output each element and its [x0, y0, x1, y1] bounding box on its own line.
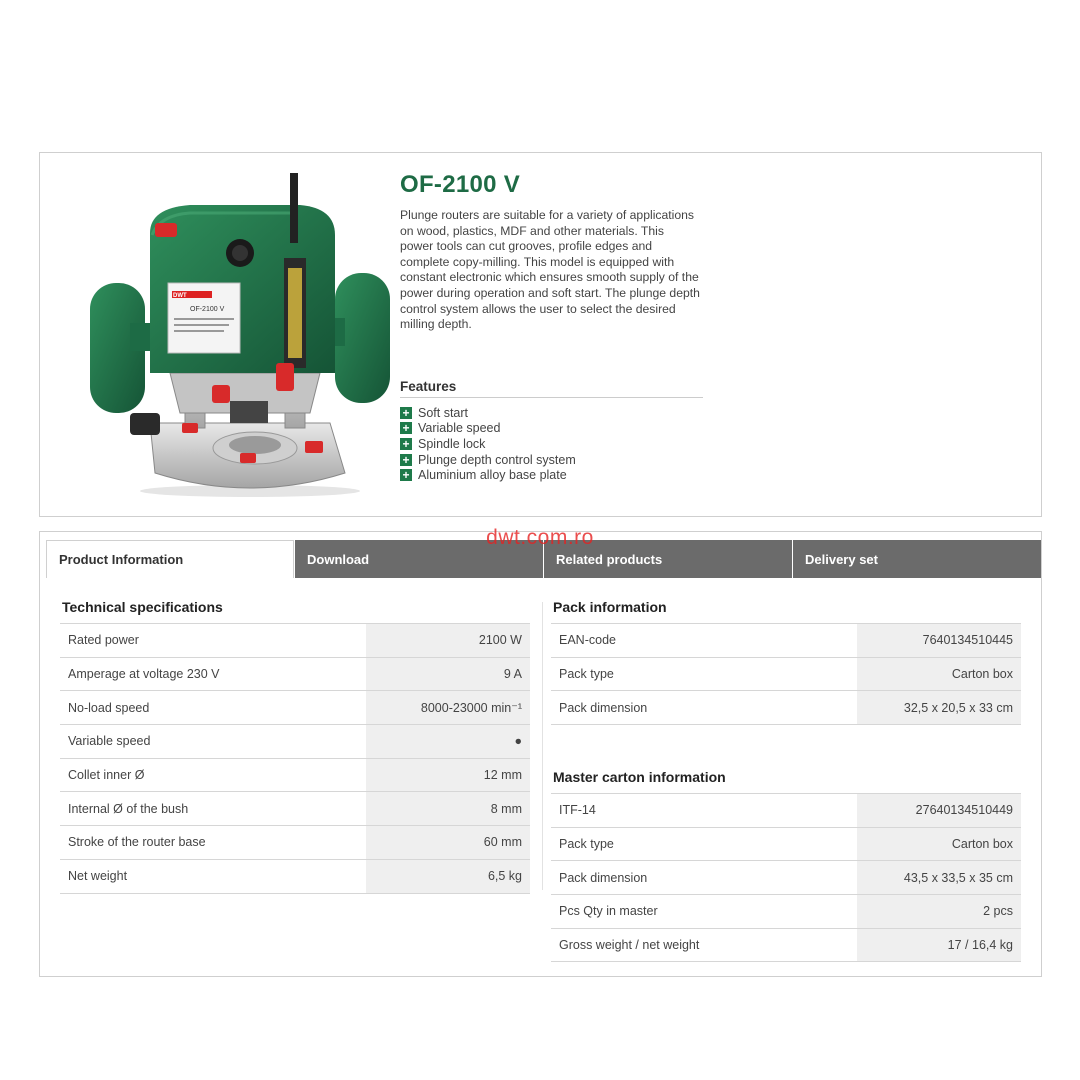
- spec-value: 17 / 16,4 kg: [857, 928, 1021, 962]
- table-row: [60, 859, 530, 893]
- table-row: [551, 794, 1021, 828]
- spec-value: 9 A: [366, 657, 530, 691]
- spec-label: Pack dimension: [559, 700, 648, 715]
- product-image[interactable]: [90, 173, 390, 498]
- master-carton-information: [551, 769, 1021, 962]
- pack-information: [551, 599, 1021, 725]
- table-row: [551, 624, 1021, 658]
- spec-value: Carton box: [857, 657, 1021, 691]
- spec-value: 32,5 x 20,5 x 33 cm: [857, 691, 1021, 725]
- plus-icon: +: [400, 407, 412, 419]
- spec-label: Stroke of the router base: [68, 835, 206, 850]
- spec-value: 12 mm: [366, 758, 530, 792]
- tab-product-information[interactable]: Product Information: [46, 540, 294, 578]
- feature-label: Spindle lock: [418, 436, 486, 451]
- feature-label: Variable speed: [418, 421, 501, 436]
- technical-specifications-table: [60, 623, 530, 894]
- feature-label: Plunge depth control system: [418, 452, 576, 467]
- spec-value: 43,5 x 33,5 x 35 cm: [857, 861, 1021, 895]
- spec-value: ●: [366, 725, 530, 759]
- table-row: [551, 895, 1021, 929]
- table-row: [60, 758, 530, 792]
- image-brand-label: DWT: [173, 293, 187, 299]
- table-row: [551, 691, 1021, 725]
- tab-download[interactable]: Download: [295, 540, 543, 578]
- technical-specifications: [60, 599, 530, 894]
- product-card: [39, 152, 1042, 517]
- spec-label: Variable speed: [68, 734, 151, 749]
- spec-value: 2 pcs: [857, 895, 1021, 929]
- tab-delivery-set[interactable]: Delivery set: [793, 540, 1041, 578]
- spec-value: 6,5 kg: [366, 859, 530, 893]
- spec-label: ITF-14: [559, 803, 596, 818]
- plus-icon: +: [400, 422, 412, 434]
- features-list: [400, 405, 576, 483]
- spec-label: Pack type: [559, 837, 614, 852]
- spec-label: Collet inner Ø: [68, 768, 145, 783]
- master-carton-title: Master carton information: [553, 769, 726, 785]
- spec-label: No-load speed: [68, 700, 150, 715]
- spec-label: Amperage at voltage 230 V: [68, 667, 220, 682]
- master-carton-table: [551, 793, 1021, 962]
- feature-item: [400, 421, 576, 437]
- table-row: [60, 691, 530, 725]
- table-row: [551, 827, 1021, 861]
- tab-related-products[interactable]: Related products: [544, 540, 792, 578]
- info-panel: [39, 531, 1042, 977]
- spec-label: Rated power: [68, 633, 139, 648]
- pack-information-title: Pack information: [553, 599, 667, 615]
- pack-information-table: [551, 623, 1021, 725]
- product-description: Plunge routers are suitable for a variety of applications on wood, plastics, MDF and other materials. This power tools can cut grooves, profile edges and complete copy-milling. This model is equipped with constant electronic which ensures smooth supply of the power during operation and soft start. The plunge depth control system allows the user to select the desired milling depth.: [400, 208, 700, 332]
- feature-item: [400, 436, 576, 452]
- table-row: [60, 826, 530, 860]
- feature-item: [400, 452, 576, 468]
- spec-value: 27640134510449: [857, 794, 1021, 828]
- technical-specifications-title: Technical specifications: [62, 599, 223, 615]
- product-title: OF-2100 V: [400, 171, 521, 198]
- column-divider: [542, 602, 543, 890]
- spec-value: 2100 W: [366, 624, 530, 658]
- table-row: [551, 861, 1021, 895]
- plus-icon: +: [400, 469, 412, 481]
- spec-label: EAN-code: [559, 633, 616, 648]
- table-row: [60, 792, 530, 826]
- spec-value: 60 mm: [366, 826, 530, 860]
- image-model-label: OF-2100 V: [190, 306, 225, 313]
- table-row: [60, 657, 530, 691]
- watermark: dwt.com.ro: [486, 526, 594, 549]
- spec-label: Gross weight / net weight: [559, 938, 700, 953]
- feature-item: [400, 467, 576, 483]
- spec-label: Net weight: [68, 869, 128, 884]
- spec-label: Internal Ø of the bush: [68, 801, 189, 816]
- spec-value: 8000-23000 min⁻¹: [366, 691, 530, 725]
- table-row: [551, 928, 1021, 962]
- feature-item: [400, 405, 576, 421]
- spec-label: Pack dimension: [559, 870, 648, 885]
- spec-label: Pcs Qty in master: [559, 904, 658, 919]
- feature-label: Aluminium alloy base plate: [418, 468, 567, 483]
- plus-icon: +: [400, 454, 412, 466]
- spec-value: 7640134510445: [857, 624, 1021, 658]
- spec-value: Carton box: [857, 827, 1021, 861]
- spec-label: Pack type: [559, 667, 614, 682]
- spec-value: 8 mm: [366, 792, 530, 826]
- feature-label: Soft start: [418, 405, 469, 420]
- table-row: [551, 657, 1021, 691]
- plus-icon: +: [400, 438, 412, 450]
- table-row: [60, 624, 530, 658]
- table-row: [60, 725, 530, 759]
- features-heading: Features: [400, 379, 703, 398]
